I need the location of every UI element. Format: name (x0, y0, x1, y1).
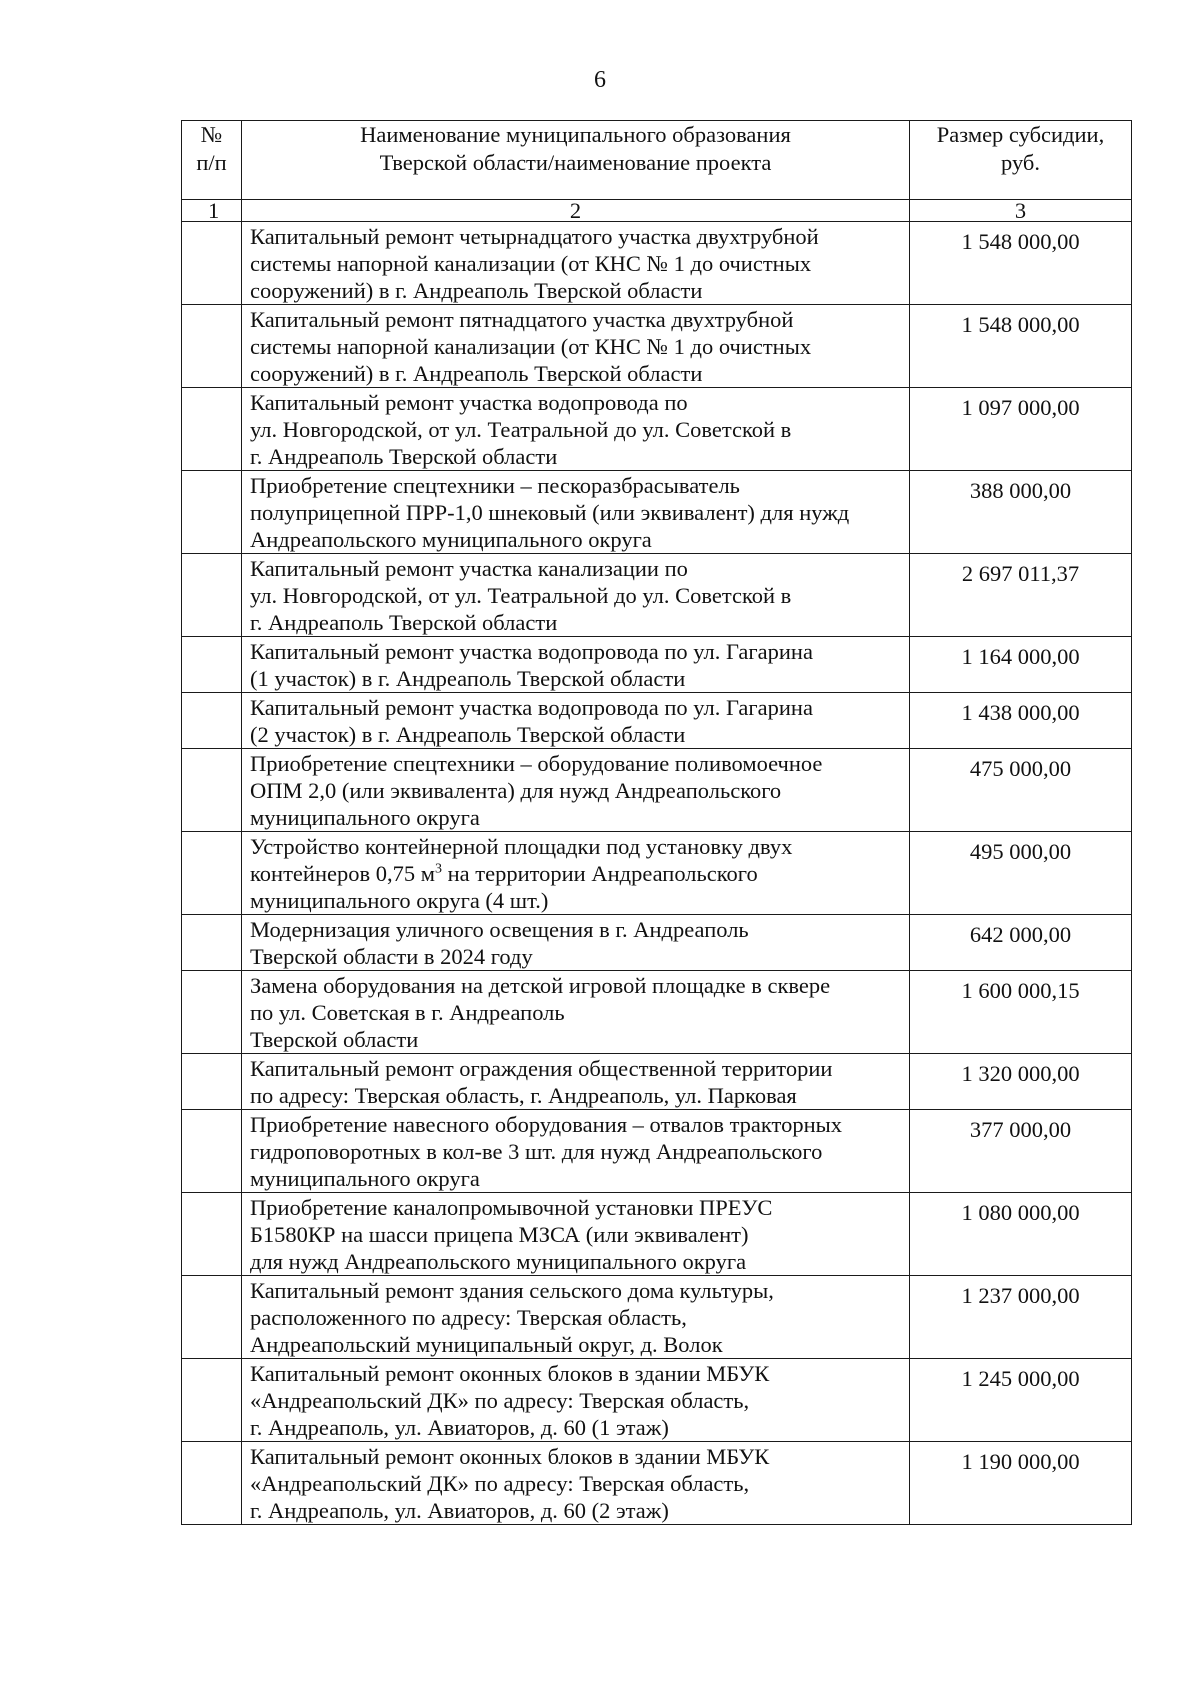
table-row (182, 749, 1132, 832)
row-number (182, 1054, 242, 1110)
project-name-line: г. Андреаполь, ул. Авиаторов, д. 60 (1 этаж) (250, 1415, 669, 1440)
project-name-line: г. Андреаполь Тверской области (250, 444, 558, 469)
header-amount-line: Размер субсидии, (936, 122, 1105, 147)
row-number (182, 749, 242, 832)
subsidy-amount: 388 000,00 (910, 471, 1132, 554)
row-number (182, 471, 242, 554)
table-row (182, 1442, 1132, 1525)
subsidy-amount: 1 438 000,00 (910, 693, 1132, 749)
project-name (242, 471, 910, 554)
project-name (242, 915, 910, 971)
subsidy-amount: 495 000,00 (910, 832, 1132, 915)
project-name-line: г. Андреаполь, ул. Авиаторов, д. 60 (2 этаж) (250, 1498, 669, 1523)
project-name (242, 1276, 910, 1359)
project-name (242, 222, 910, 305)
project-name-line: «Андреапольский ДК» по адресу: Тверская область, (250, 1471, 750, 1496)
project-name-line: Капитальный ремонт ограждения общественной территории (250, 1056, 833, 1081)
project-name-line: «Андреапольский ДК» по адресу: Тверская область, (250, 1388, 750, 1413)
project-name-line: системы напорной канализации (от КНС № 1 до очистных (250, 334, 812, 359)
header-name-line: Тверской области/наименование проекта (379, 150, 772, 175)
table-row (182, 915, 1132, 971)
header-number-line: № (200, 122, 223, 147)
project-name-line: сооружений) в г. Андреаполь Тверской области (250, 278, 703, 303)
superscript: 3 (434, 861, 442, 877)
project-name-text: на территории Андреапольского (441, 861, 758, 886)
project-name-line: Капитальный ремонт оконных блоков в здании МБУК (250, 1444, 770, 1469)
project-name (242, 971, 910, 1054)
project-name-line: (2 участок) в г. Андреаполь Тверской области (250, 722, 686, 747)
page-number: 6 (594, 67, 606, 93)
row-number (182, 693, 242, 749)
row-number (182, 222, 242, 305)
row-number (182, 1276, 242, 1359)
table-header-row (182, 121, 1132, 200)
subsidy-amount: 1 080 000,00 (910, 1193, 1132, 1276)
project-name-line: Капитальный ремонт четырнадцатого участка двухтрубной (250, 224, 819, 249)
subsidy-amount: 377 000,00 (910, 1110, 1132, 1193)
subsidy-amount: 475 000,00 (910, 749, 1132, 832)
project-name-line: Приобретение навесного оборудования – отвалов тракторных (250, 1112, 842, 1137)
header-name (242, 121, 910, 200)
table-row (182, 1193, 1132, 1276)
table-row (182, 971, 1132, 1054)
project-name-line (250, 860, 905, 887)
header-number (182, 121, 242, 200)
project-name-line: Устройство контейнерной площадки под установку двух (250, 834, 793, 859)
table-row (182, 832, 1132, 915)
project-name-text: контейнеров 0,75 м (250, 861, 435, 886)
project-name (242, 1193, 910, 1276)
project-name-line: Капитальный ремонт участка канализации по (250, 556, 688, 581)
project-name-line: муниципального округа (250, 1166, 480, 1191)
project-name-line: по адресу: Тверская область, г. Андреаполь, ул. Парковая (250, 1083, 797, 1108)
project-name (242, 1054, 910, 1110)
table-row (182, 637, 1132, 693)
table-row (182, 471, 1132, 554)
row-number (182, 1442, 242, 1525)
subsidy-amount: 1 548 000,00 (910, 305, 1132, 388)
project-name-line: Капитальный ремонт оконных блоков в здании МБУК (250, 1361, 770, 1386)
project-name-line: гидроповоротных в кол-ве 3 шт. для нужд Андреапольского (250, 1139, 823, 1164)
project-name-line: Андреапольского муниципального округа (250, 527, 652, 552)
table-row (182, 388, 1132, 471)
header-amount (910, 121, 1132, 200)
project-name (242, 832, 910, 915)
row-number (182, 1110, 242, 1193)
subsidy-amount: 2 697 011,37 (910, 554, 1132, 637)
column-number: 1 (182, 200, 242, 222)
project-name-line: Модернизация уличного освещения в г. Андреаполь (250, 917, 749, 942)
table-row (182, 1276, 1132, 1359)
project-name-line: системы напорной канализации (от КНС № 1 до очистных (250, 251, 812, 276)
project-name (242, 637, 910, 693)
column-number: 3 (910, 200, 1132, 222)
project-name-line: Приобретение каналопромывочной установки ПРЕУС (250, 1195, 773, 1220)
project-name-line: полуприцепной ПРР-1,0 шнековый (или эквивалент) для нужд (250, 500, 850, 525)
project-name-line: муниципального округа (250, 805, 480, 830)
project-name-line: Капитальный ремонт участка водопровода по ул. Гагарина (250, 695, 813, 720)
row-number (182, 554, 242, 637)
subsidy-amount: 1 320 000,00 (910, 1054, 1132, 1110)
project-name-line: ул. Новгородской, от ул. Театральной до ул. Советской в (250, 583, 792, 608)
row-number (182, 305, 242, 388)
project-name-line: Тверской области в 2024 году (250, 944, 533, 969)
row-number (182, 637, 242, 693)
row-number (182, 915, 242, 971)
project-name-line: Капитальный ремонт участка водопровода по ул. Гагарина (250, 639, 813, 664)
project-name-line: ОПМ 2,0 (или эквивалента) для нужд Андреапольского (250, 778, 782, 803)
row-number (182, 971, 242, 1054)
row-number (182, 1359, 242, 1442)
subsidy-table (181, 120, 1132, 1525)
table-row (182, 693, 1132, 749)
column-number-row (182, 200, 1132, 222)
project-name (242, 749, 910, 832)
subsidy-amount: 642 000,00 (910, 915, 1132, 971)
project-name-line: (1 участок) в г. Андреаполь Тверской области (250, 666, 686, 691)
project-name-line: Капитальный ремонт участка водопровода по (250, 390, 688, 415)
project-name-line: Андреапольский муниципальный округ, д. Волок (250, 1332, 723, 1357)
header-amount-line: руб. (1001, 150, 1040, 175)
project-name-line: Тверской области (250, 1027, 419, 1052)
table-row (182, 1110, 1132, 1193)
project-name-line: Приобретение спецтехники – пескоразбрасыватель (250, 473, 740, 498)
subsidy-amount: 1 237 000,00 (910, 1276, 1132, 1359)
project-name-line: Капитальный ремонт здания сельского дома культуры, (250, 1278, 774, 1303)
row-number (182, 388, 242, 471)
row-number (182, 832, 242, 915)
project-name-line: для нужд Андреапольского муниципального округа (250, 1249, 747, 1274)
column-number: 2 (242, 200, 910, 222)
project-name-line: г. Андреаполь Тверской области (250, 610, 558, 635)
subsidy-amount: 1 097 000,00 (910, 388, 1132, 471)
project-name (242, 1110, 910, 1193)
subsidy-amount: 1 548 000,00 (910, 222, 1132, 305)
project-name-line: муниципального округа (4 шт.) (250, 888, 549, 913)
header-name-line: Наименование муниципального образования (360, 122, 791, 147)
project-name-line: ул. Новгородской, от ул. Театральной до ул. Советской в (250, 417, 792, 442)
subsidy-amount: 1 190 000,00 (910, 1442, 1132, 1525)
project-name (242, 1359, 910, 1442)
project-name-line: по ул. Советская в г. Андреаполь (250, 1000, 565, 1025)
project-name (242, 388, 910, 471)
table-row (182, 1359, 1132, 1442)
project-name-line: Б1580КР на шасси прицепа МЗСА (или эквивалент) (250, 1222, 749, 1247)
project-name-line: Замена оборудования на детской игровой площадке в сквере (250, 973, 831, 998)
project-name (242, 305, 910, 388)
project-name (242, 1442, 910, 1525)
table-row (182, 305, 1132, 388)
table-row (182, 1054, 1132, 1110)
project-name-line: Капитальный ремонт пятнадцатого участка двухтрубной (250, 307, 794, 332)
subsidy-amount: 1 245 000,00 (910, 1359, 1132, 1442)
header-number-line: п/п (196, 150, 227, 175)
table-row (182, 222, 1132, 305)
project-name-line: расположенного по адресу: Тверская область, (250, 1305, 687, 1330)
project-name-line: Приобретение спецтехники – оборудование поливомоечное (250, 751, 823, 776)
subsidy-amount: 1 164 000,00 (910, 637, 1132, 693)
subsidy-amount: 1 600 000,15 (910, 971, 1132, 1054)
table-row (182, 554, 1132, 637)
row-number (182, 1193, 242, 1276)
project-name (242, 554, 910, 637)
project-name (242, 693, 910, 749)
project-name-line: сооружений) в г. Андреаполь Тверской области (250, 361, 703, 386)
